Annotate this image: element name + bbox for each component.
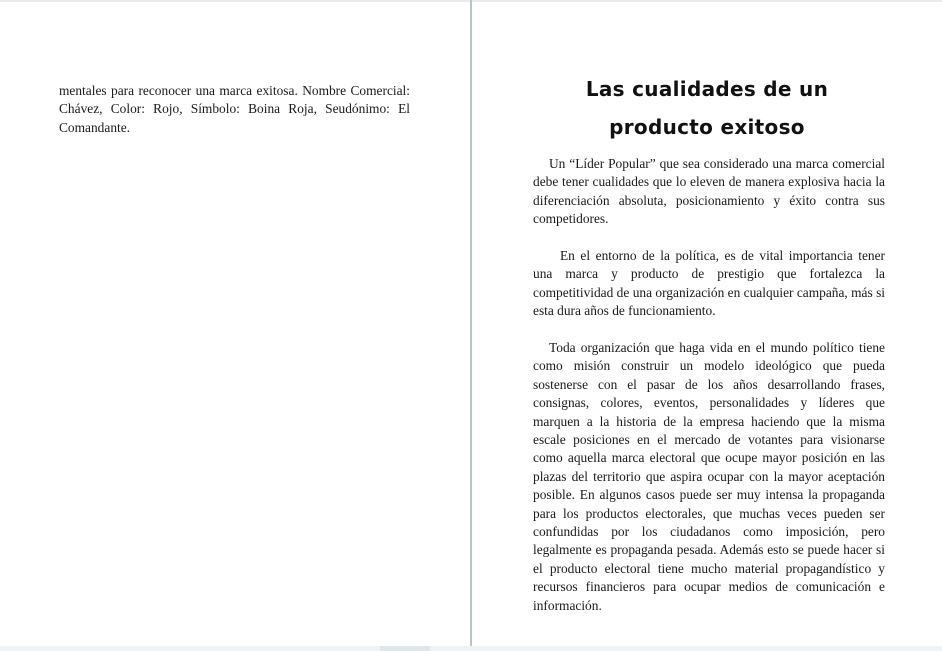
bottom-strip-segment xyxy=(0,646,380,651)
viewer-bottom-strip xyxy=(0,646,942,651)
chapter-title-line-2: producto exitoso xyxy=(609,115,805,139)
left-page-paragraph: mentales para reconocer una marca exitosa. Nombre Comercial: Chávez, Color: Rojo, Símbolo: Boina Roja, Seudónimo: El Comandante. xyxy=(59,83,410,135)
body-paragraph-1: Un “Líder Popular” que sea considerado una marca comercial debe tener cualidades que lo eleven de manera explosiva hacia la diferenciación absoluta, posicionamiento y éxito contra sus competidores. xyxy=(533,156,885,227)
left-page xyxy=(0,2,470,646)
bottom-strip-segment xyxy=(430,646,942,651)
body-paragraph-2: En el entorno de la política, es de vital importancia tener una marca y producto de prestigio que fortalezca la competitividad de una organización en cualquier campaña, más si esta dura años de funcionamiento. xyxy=(533,248,885,319)
right-page xyxy=(472,2,942,646)
chapter-title-line-1: Las cualidades de un xyxy=(585,77,829,101)
body-paragraph-3: Toda organización que haga vida en el mundo político tiene como misión construir un modelo ideológico que pueda sostenerse con el pasar de los años desarrollando frases, consignas, colores, eventos, personalidades y líderes que marquen a la historia de la empresa haciendo que la misma escale posiciones en el mercado de votantes para visionarse como aquella marca electoral que ocupe mayor posición en las plazas del territorio que aspira ocupar con la mayor aceptación posible. En algunos casos puede ser muy intensa la propaganda para los productos electorales, que muchas veces pueden ser confundidas por los ciudadanos como imposición, pero legalmente es propaganda pesada. Además esto se puede hacer si el producto electoral tiene mucho material propagandístico y recursos financieros para ocupar medios de comunicación e información. xyxy=(533,340,885,613)
